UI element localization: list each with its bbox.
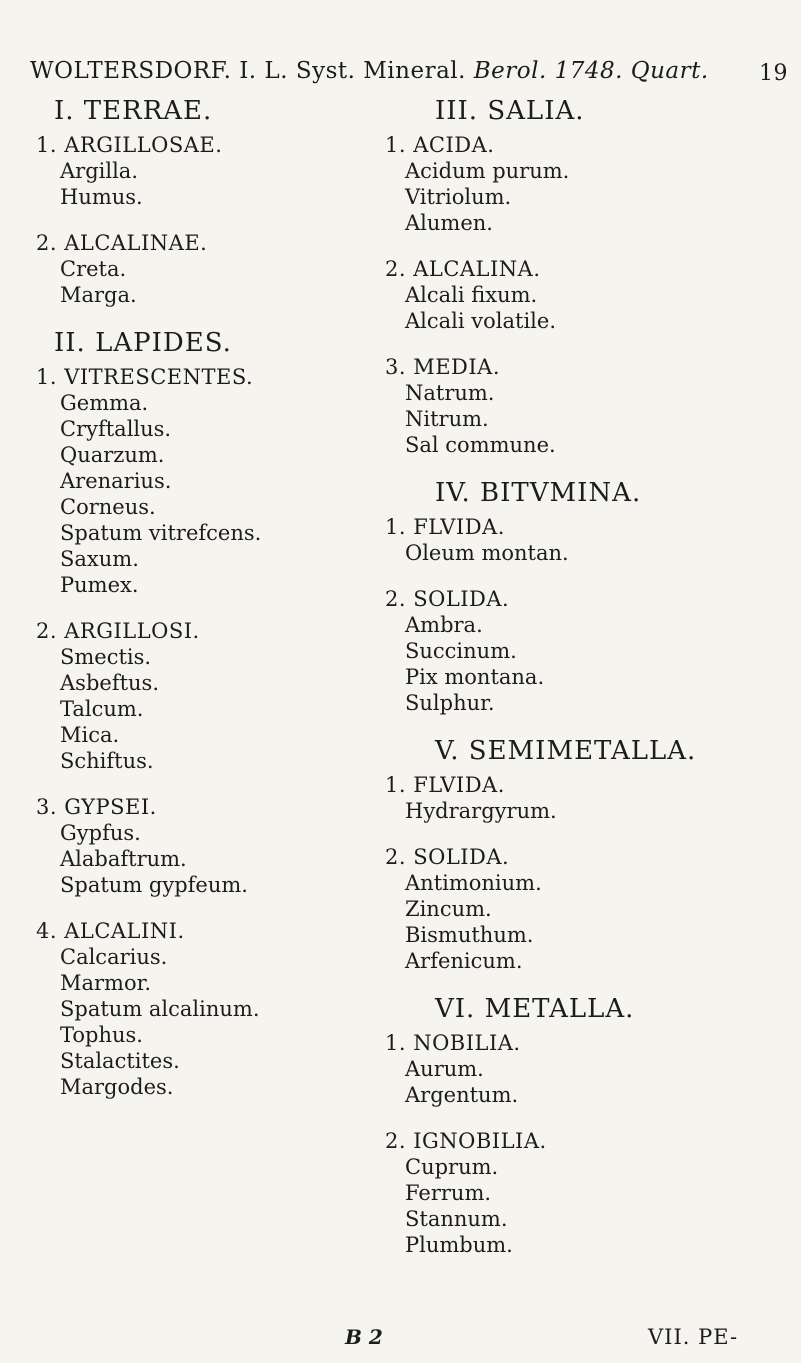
list-item: Sulphur. xyxy=(405,691,495,715)
group xyxy=(385,132,785,236)
group xyxy=(36,230,366,308)
group-title: 2. SOLIDA. xyxy=(385,587,510,611)
list-item: Succinum. xyxy=(405,639,517,663)
group xyxy=(36,794,366,898)
list-item: Stannum. xyxy=(405,1207,508,1231)
catchword: VII. PE- xyxy=(648,1325,739,1349)
list-item: Tophus. xyxy=(60,1023,143,1047)
list-item: Sal commune. xyxy=(405,433,556,457)
section xyxy=(385,478,785,716)
list-item: Argilla. xyxy=(60,159,138,183)
group xyxy=(36,364,366,598)
section xyxy=(385,736,785,974)
group-title: 4. ALCALINI. xyxy=(36,919,185,943)
left-column xyxy=(36,96,366,1120)
group xyxy=(385,1128,785,1258)
group-title: 1. VITRESCENTES. xyxy=(36,365,254,389)
list-item: Mica. xyxy=(60,723,120,747)
list-item: Spatum gypfeum. xyxy=(60,873,248,897)
header-author: WOLTERSDORF. I. L. xyxy=(30,58,289,84)
list-item: Bismuthum. xyxy=(405,923,534,947)
list-item: Natrum. xyxy=(405,381,495,405)
section-title: I. TERRAE. xyxy=(54,96,213,126)
header-year: 1748. Quart. xyxy=(554,58,709,84)
list-item: Humus. xyxy=(60,185,143,209)
page-header xyxy=(30,58,788,86)
printer-signature: B 2 xyxy=(345,1325,383,1349)
list-item: Cryftallus. xyxy=(60,417,172,441)
list-item: Hydrargyrum. xyxy=(405,799,557,823)
list-item: Spatum alcalinum. xyxy=(60,997,260,1021)
list-item: Cuprum. xyxy=(405,1155,499,1179)
group xyxy=(36,618,366,774)
list-item: Calcarius. xyxy=(60,945,168,969)
group-title: 3. MEDIA. xyxy=(385,355,501,379)
list-item: Antimonium. xyxy=(405,871,542,895)
list-item: Margodes. xyxy=(60,1075,174,1099)
list-item: Pix montana. xyxy=(405,665,545,689)
group xyxy=(385,844,785,974)
list-item: Alcali volatile. xyxy=(405,309,556,333)
group xyxy=(36,132,366,210)
group xyxy=(385,772,785,824)
list-item: Smectis. xyxy=(60,645,152,669)
group-title: 2. SOLIDA. xyxy=(385,845,510,869)
list-item: Marmor. xyxy=(60,971,152,995)
list-item: Creta. xyxy=(60,257,127,281)
group-title: 1. ACIDA. xyxy=(385,133,495,157)
group-title: 2. IGNOBILIA. xyxy=(385,1129,547,1153)
group-title: 2. ALCALINAE. xyxy=(36,231,208,255)
list-item: Ambra. xyxy=(405,613,483,637)
group-title: 1. FLVIDA. xyxy=(385,515,505,539)
header-place: Berol. xyxy=(473,58,547,84)
group xyxy=(385,354,785,458)
group xyxy=(385,256,785,334)
section xyxy=(385,96,785,458)
group-title: 3. GYPSEI. xyxy=(36,795,157,819)
list-item: Ferrum. xyxy=(405,1181,492,1205)
list-item: Alcali fixum. xyxy=(405,283,538,307)
section-title: VI. METALLA. xyxy=(435,994,635,1024)
group-title: 1. NOBILIA. xyxy=(385,1031,521,1055)
section-title: III. SALIA. xyxy=(435,96,585,126)
list-item: Schiftus. xyxy=(60,749,154,773)
list-item: Arfenicum. xyxy=(405,949,523,973)
right-column xyxy=(385,96,785,1278)
header-work: Syst. Mineral. xyxy=(295,58,466,84)
list-item: Oleum montan. xyxy=(405,541,569,565)
list-item: Stalactites. xyxy=(60,1049,180,1073)
list-item: Pumex. xyxy=(60,573,139,597)
list-item: Marga. xyxy=(60,283,137,307)
section-title: IV. BITVMINA. xyxy=(435,478,642,508)
list-item: Saxum. xyxy=(60,547,139,571)
group-title: 2. ARGILLOSI. xyxy=(36,619,200,643)
list-item: Alabaftrum. xyxy=(60,847,187,871)
section xyxy=(36,328,366,1100)
section-title: V. SEMIMETALLA. xyxy=(435,736,697,766)
group xyxy=(385,514,785,566)
list-item: Plumbum. xyxy=(405,1233,513,1257)
list-item: Gemma. xyxy=(60,391,149,415)
list-item: Vitriolum. xyxy=(405,185,512,209)
group-title: 2. ALCALINA. xyxy=(385,257,541,281)
group xyxy=(385,586,785,716)
group-title: 1. FLVIDA. xyxy=(385,773,505,797)
group-title: 1. ARGILLOSAE. xyxy=(36,133,223,157)
list-item: Spatum vitrefcens. xyxy=(60,521,262,545)
list-item: Asbeftus. xyxy=(60,671,160,695)
list-item: Gypfus. xyxy=(60,821,141,845)
list-item: Arenarius. xyxy=(60,469,172,493)
section-title: II. LAPIDES. xyxy=(54,328,232,358)
list-item: Zincum. xyxy=(405,897,492,921)
list-item: Acidum purum. xyxy=(405,159,570,183)
list-item: Alumen. xyxy=(405,211,493,235)
group xyxy=(385,1030,785,1108)
list-item: Talcum. xyxy=(60,697,144,721)
list-item: Corneus. xyxy=(60,495,156,519)
list-item: Aurum. xyxy=(405,1057,484,1081)
list-item: Quarzum. xyxy=(60,443,165,467)
list-item: Argentum. xyxy=(405,1083,519,1107)
list-item: Nitrum. xyxy=(405,407,489,431)
page-number: 19 xyxy=(759,61,788,86)
section xyxy=(36,96,366,308)
section xyxy=(385,994,785,1258)
group xyxy=(36,918,366,1100)
